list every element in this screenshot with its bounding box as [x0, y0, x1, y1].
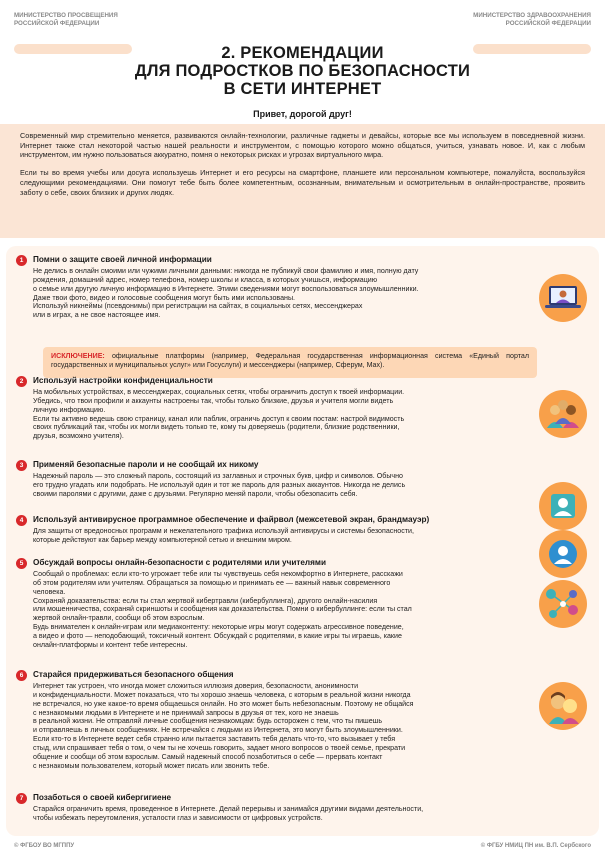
ministry-right-line: РОССИЙСКОЙ ФЕДЕРАЦИИ: [505, 20, 591, 27]
ministry-education-logo-text: [14, 12, 118, 28]
section-text: [33, 472, 543, 499]
friends-group-icon: [539, 390, 587, 438]
text-line: своих публикаций так, чтобы их могли видеть только те, кому ты доверяешь (родители, близкие родственники,: [33, 423, 400, 432]
text-line: Сохраняй доказательства: если ты стал жертвой кибертравли (кибербуллинга), другого онлайн-насилия: [33, 596, 378, 605]
text-line: а видео и фото — неподобающий, токсичный контент. Обсуждай с родителями, в какие игры ты играешь, какие: [33, 631, 402, 640]
text-line: Используй никнеймы (псевдонимы) при регистрации на сайтах, в социальных сетях, мессенджерах: [33, 302, 363, 311]
section-privacy-settings: [16, 376, 584, 451]
intro-paragraph: Современный мир стремительно меняется, развиваются онлайн-технологии, различные гаджеты и девайсы, которые все мы используем в повседневной жизни. Интернет также стал некоторой частью нашей реальности и инструментом, с помощью которого можно общаться, учиться, узнавать новое. И, как с любым инструментом, им нужно пользоваться аккуратно, помня о некоторых рисках и угрозах виртуального мира.: [20, 131, 585, 160]
intro-paragraph: Если ты во время учебы или досуга используешь Интернет и его ресурсы на смартфоне, планшете или персональном компьютере, пожалуйста, воспользуйся следующими рекомендациями. Они помогут тебе быть более компетентным, осознанным, внимательным и осмотрительным в онлайн-пространстве, проявить заботу о себе, своих близких и других людях.: [20, 168, 585, 197]
smiling-teens-icon: [539, 682, 587, 730]
section-text: [33, 570, 538, 650]
text-line: стыд, или спрашивает тебя о том, о чем ты не хочешь говорить, задает много вопросов о твоей семье, прекрати: [33, 743, 406, 752]
laptop-video-call-icon: [539, 274, 587, 322]
ministry-health-logo-text: [473, 12, 591, 28]
text-line: На мобильных устройствах, в мессенджерах, социальных сетях, чтобы ограничить доступ к твоей информации.: [33, 388, 405, 396]
text-line: онлайн-платформы и контент тебе интересны.: [33, 640, 188, 649]
page-title-line: В СЕТИ ИНТЕРНЕТ: [223, 80, 382, 98]
exception-note: [43, 347, 537, 378]
text-line: и отправляешь в личных сообщениях. Не встречайся с людьми из Интернета, это могут быть злоумышленники.: [33, 726, 403, 735]
text-line: жертвой онлайн-травли, сообщи об этом взрослым.: [33, 614, 205, 623]
text-line: Старайся ограничить время, проведенное в Интернете. Делай перерывы и занимайся другими видами деятельности,: [33, 805, 424, 813]
section-title: Используй антивирусное программное обеспечение и файрвол (межсетевой экран, брандмауэр): [33, 515, 430, 524]
ministry-left-line: РОССИЙСКОЙ ФЕДЕРАЦИИ: [14, 20, 100, 27]
page-title-line: ДЛЯ ПОДРОСТКОВ ПО БЕЗОПАСНОСТИ: [134, 62, 471, 80]
shield-user-icon: [539, 530, 587, 578]
section-number-badge: 6: [16, 670, 27, 681]
section-cyber-hygiene: [16, 793, 584, 827]
section-title: Используй настройки конфиденциальности: [33, 376, 213, 385]
text-line: Убедись, что твои профили и аккаунты настроены так, чтобы только близкие, друзья и учителя могли видеть: [33, 396, 394, 405]
page-title-line: 2. РЕКОМЕНДАЦИИ: [221, 44, 384, 62]
text-line: Даже твои фото, видео и голосовые сообщения могут быть ими использованы.: [33, 293, 296, 302]
footer-copyright-right: © ФГБУ НМИЦ ПН им. В.П. Сербского: [480, 843, 591, 849]
text-line: в реальной жизни. Не отправляй личные сообщения незнакомцам: будь осторожен с тем, что ты пишешь: [33, 717, 383, 726]
text-line: Если ты активно ведешь свою страницу, канал или паблик, ограничь доступ к своим постам: настрой видимость: [33, 414, 405, 423]
ministry-left-line: МИНИСТЕРСТВО ПРОСВЕЩЕНИЯ: [14, 12, 118, 19]
section-passwords: [16, 460, 584, 510]
exception-text: официальные платформы (например, Федеральная государственная информационная система «Единый портал государственных и муниципальных услуг» или Госуслуги) и мессенджеры (например, Сферум, Max).: [51, 352, 529, 369]
recommendations-panel: [6, 246, 599, 836]
text-line: о семье или другую личную информацию в Интернете. Этими сведениями могут воспользоваться злоумышленники.: [33, 284, 419, 293]
text-line: Надежный пароль — это сложный пароль, состоящий из заглавных и строчных букв, цифр и символов. Обычно: [33, 472, 403, 480]
text-line: чтобы избежать переутомления, усталости глаз и зависимости от цифровых устройств.: [33, 813, 323, 822]
text-line: Сообщай о проблемах: если кто-то угрожает тебе или ты чувствуешь себя некомфортно в Интернете, расскажи: [33, 570, 403, 578]
section-text: [33, 527, 543, 545]
text-line: или в играх, а не свое настоящее имя.: [33, 311, 161, 320]
text-line: которые действуют как барьер между компьютерной сетью и внешним миром.: [33, 535, 292, 544]
text-line: об этом родителям или учителям. Обращаться за помощью и принимать ее — важный навык современного: [33, 578, 391, 587]
section-title: Помни о защите своей личной информации: [33, 255, 212, 264]
section-number-badge: 7: [16, 793, 27, 804]
section-personal-info: [16, 255, 584, 379]
text-line: не встречался, но уже какое-то время общаешься онлайн. Но это может быть небезопасным. Поэтому не общайся: [33, 699, 414, 708]
text-line: своими паролями с другими, даже с друзьями. Регулярно меняй пароли, чтобы обезопасить себя.: [33, 489, 358, 498]
exception-label: ИСКЛЮЧЕНИЕ:: [51, 352, 105, 360]
section-text: [33, 805, 593, 823]
section-number-badge: 1: [16, 255, 27, 266]
text-line: Интернет так устроен, что иногда может сложиться иллюзия доверия, безопасности, анонимности: [33, 682, 359, 690]
ministry-right-line: МИНИСТЕРСТВО ЗДРАВООХРАНЕНИЯ: [473, 12, 591, 19]
section-text: [33, 388, 543, 441]
section-number-badge: 4: [16, 515, 27, 526]
text-line: личную информацию.: [33, 405, 106, 414]
section-number-badge: 5: [16, 558, 27, 569]
text-line: общение и сообщи об этом взрослым. Самый надежный способ позаботиться о себе — прервать контакт: [33, 752, 383, 761]
text-line: Не делись в онлайн смоими или чужими личными данными: никогда не публикуй свои фамилию и имя, полную дату: [33, 267, 419, 275]
section-discuss-safety: [16, 558, 584, 654]
text-line: с незнакомыми людьми в Интернете и не принимай запросы в друзья от тех, кого не знаешь: [33, 708, 339, 717]
section-title: Позаботься о своей кибергигиене: [33, 793, 172, 802]
text-line: его трудно угадать или подобрать. Не используй один и тот же пароль для разных аккаунтов. Никогда не делись: [33, 480, 406, 489]
text-line: Будь внимателен к онлайн-играм или медиаконтенту: некоторые игры могут содержать агрессивное поведение,: [33, 623, 404, 632]
text-line: рождения, домашний адрес, номер телефона, номер школы и класса, в которых учишься, информацию: [33, 275, 378, 284]
text-line: Для защиты от вредоносных программ и нежелательного трафика используй антивирусы и системы безопасности,: [33, 527, 414, 535]
section-number-badge: 3: [16, 460, 27, 471]
password-user-icon: [539, 482, 587, 530]
section-antivirus: [16, 515, 584, 551]
network-people-icon: [539, 580, 587, 628]
section-title: Применяй безопасные пароли и не сообщай их никому: [33, 460, 259, 469]
text-line: или мошенничества, сохраняй скриншоты и сообщения как доказательства. Помни о кибербуллинге: если ты стал: [33, 605, 412, 614]
greeting: Привет, дорогой друг!: [253, 109, 352, 119]
section-title: Обсуждай вопросы онлайн-безопасности с родителями или учителями: [33, 558, 326, 567]
text-line: и конфиденциальности. Может показаться, что ты хорошо знаешь человека, с которым в реальной жизни никогда: [33, 690, 411, 699]
section-number-badge: 2: [16, 376, 27, 387]
footer-copyright-left: © ФГБОУ ВО МГППУ: [14, 843, 75, 849]
section-safe-communication: [16, 670, 584, 782]
text-line: Если кто-то в Интернете ведет себя странно или пытается заставить тебя делать что-то, что вызывает у тебя: [33, 735, 396, 744]
section-text: [33, 267, 533, 320]
section-text: [33, 682, 538, 770]
page-title: [0, 44, 605, 98]
text-line: с незнакомым пользователем, который может писать или звонить тебе.: [33, 761, 270, 770]
section-title: Старайся придерживаться безопасного общения: [33, 670, 234, 679]
text-line: друзья, возможно учителя).: [33, 432, 124, 441]
text-line: человека.: [33, 587, 66, 596]
intro-block: [0, 124, 605, 238]
